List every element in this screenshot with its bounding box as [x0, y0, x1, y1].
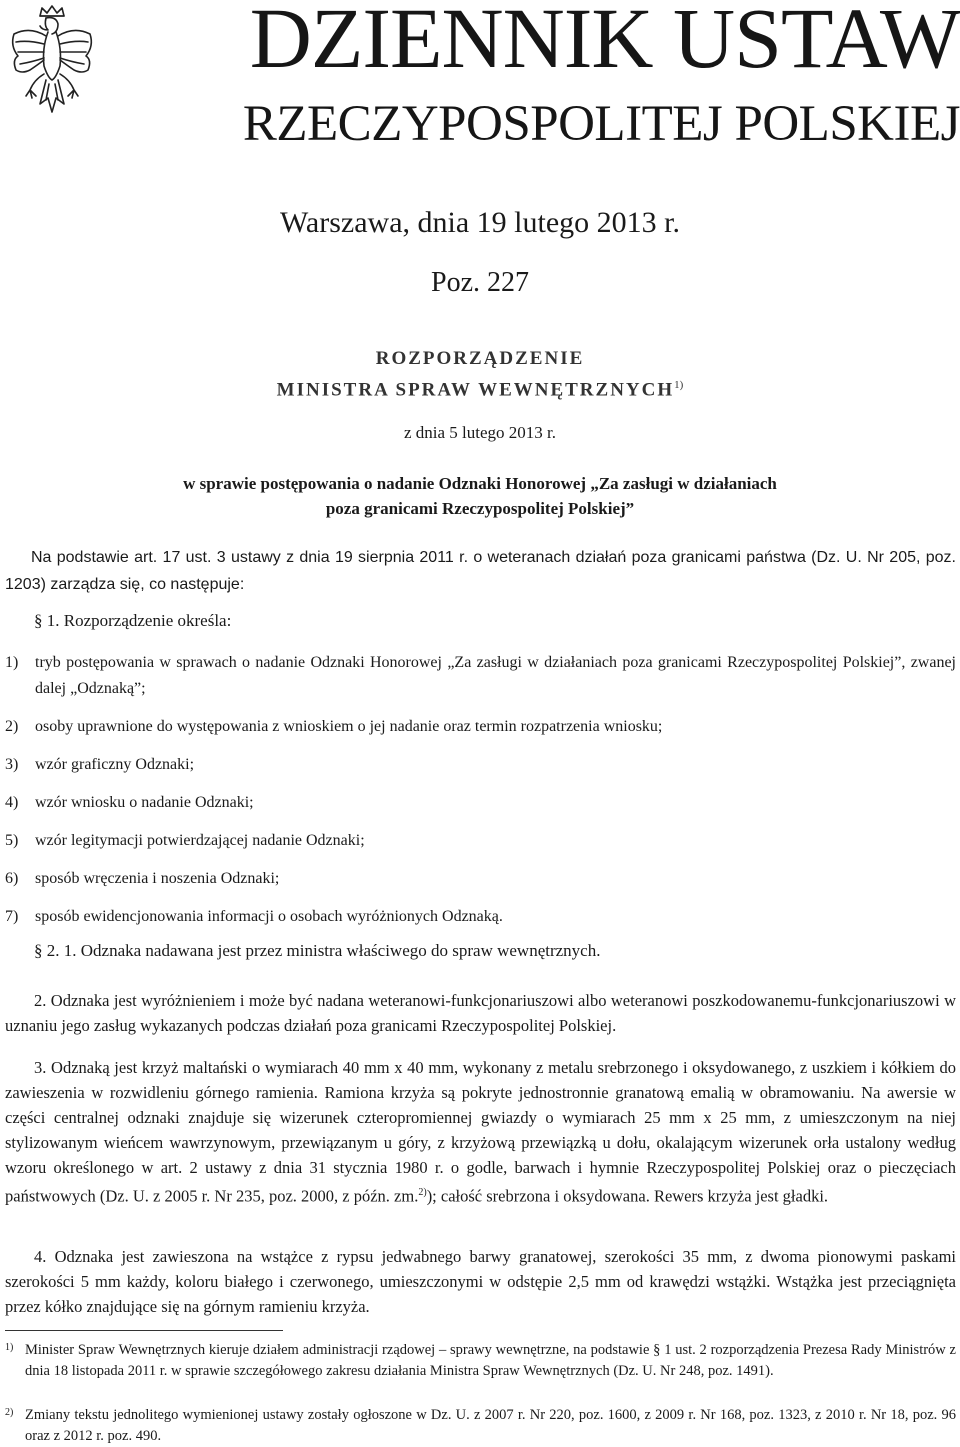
footnote-ref-1: 1) [674, 379, 684, 391]
list-item: 1) tryb postępowania w sprawach o nadanie Odznaki Honorowej „Za zasługi w działaniach poza granicami Rzeczypospolitej Polskiej”, zwanej dalej „Odznaką”; [5, 654, 956, 697]
eagle-emblem-icon [2, 4, 102, 124]
section-1-list [5, 650, 956, 942]
footnote-divider [5, 1330, 283, 1331]
section-1-heading: § 1. Rozporządzenie określa: [34, 611, 232, 630]
section-2-para-4: 4. Odznaka jest zawieszona na wstążce z rypsu jedwabnego barwy granatowej, szerokości 35 mm, z dwoma pionowymi paskami szerokości 5 mm każdy, koloru białego i czerwonego, umieszczonymi w odstępie 2,5 mm od krawędzi wstążki. Wstążka jest przeciągnięta przez kółko znajdujące się na górnym ramieniu krzyża. [5, 1247, 956, 1316]
list-item: 2) osoby uprawnione do występowania z wnioskiem o jej nadanie oraz termin rozpatrzenia wniosku; [5, 718, 663, 735]
act-issuer-text: MINISTRA SPRAW WEWNĘTRZNYCH [276, 379, 675, 401]
act-subject-line-2: poza granicami Rzeczypospolitej Polskiej” [325, 499, 635, 518]
section-2-para-2: 2. Odznaka jest wyróżnieniem i może być nadana weteranowi-funkcjonariuszowi albo weteranowi poszkodowanemu-funkcjonariuszowi w uznaniu jego zasług wykazanych podczas działań poza granicami Rzeczypospolitej Polskiej. [5, 991, 956, 1035]
footnote-ref-2: 2) [418, 1187, 427, 1198]
act-type: ROZPORZĄDZENIE [375, 348, 585, 369]
masthead-subtitle: RZECZYPOSPOLITEJ POLSKIEJ [242, 96, 960, 152]
act-subject-line-1: w sprawie postępowania o nadanie Odznaki Honorowej „Za zasługi w działaniach [183, 474, 777, 493]
act-date: z dnia 5 lutego 2013 r. [403, 423, 557, 442]
preamble: Na podstawie art. 17 ust. 3 ustawy z dnia 19 sierpnia 2011 r. o weteranach działań poza granicami państwa (Dz. U. Nr 205, poz. 1203) zarządza się, co następuje: [5, 549, 956, 593]
section-2-para-3: 3. Odznaką jest krzyż maltański o wymiarach 40 mm x 40 mm, wykonany z metalu srebrzonego i oksydowanego, z uszkiem i kółkiem do zawieszenia w rozwidleniu górnego ramienia. Ramiona krzyża są pokryte jednostronnie granatową emalią w obramowaniu. Na awersie w części centralnej odznaki znajduje się wizerunek czteropromiennej gwiazdy o wymiarach 25 mm x 25 mm, z umieszczonym na niej stylizowanym wieńcem wawrzynowym, przewiązanym u góry, z krzyżową przewiązką u dołu, okalającym wizerunek orła ustalony według wzoru określonego w art. 2 ustawy z dnia 31 stycznia 1980 r. o godle, barwach i hymnie Rzeczypospolitej Polskiej oraz o pieczęciach państwowych (Dz. U. z 2005 r. Nr 235, poz. 2000, z późn. zm.$^{2)}$); całość srebrzona i oksydowana. Rewers krzyża jest gładki. [5, 1058, 956, 1206]
list-item: 4) wzór wniosku o nadanie Odznaki; [5, 794, 254, 811]
list-item: 5) wzór legitymacji potwierdzającej nadanie Odznaki; [5, 832, 365, 849]
act-issuer [0, 379, 960, 401]
list-item: 6) sposób wręczenia i noszenia Odznaki; [5, 870, 280, 887]
footnote-2: 2) Zmiany tekstu jednolitego wymienionej ustawy zostały ogłoszone w Dz. U. z 2007 r. Nr 220, poz. 1600, z 2009 r. Nr 168, poz. 1323, z 2010 r. Nr 18, poz. 96 oraz z 2012 r. poz. 490. [5, 1407, 956, 1444]
masthead-title: DZIENNIK USTAW [249, 0, 960, 86]
footnote-1: 1) Minister Spraw Wewnętrznych kieruje działem administracji rządowej – sprawy wewnętrzne, na podstawie § 1 ust. 2 rozporządzenia Prezesa Rady Ministrów z dnia 18 listopada 2011 r. w sprawie szczegółowego zakresu działania Ministra Spraw Wewnętrznych (Dz. U. Nr 248, poz. 1491). [5, 1342, 956, 1379]
list-item: 3) wzór graficzny Odznaki; [5, 756, 195, 773]
list-item: 7) sposób ewidencjonowania informacji o osobach wyróżnionych Odznaką. [5, 908, 503, 925]
issue-position: Poz. 227 [431, 267, 529, 298]
section-2-para-1: § 2. 1. Odznaka nadawana jest przez ministra właściwego do spraw wewnętrznych. [34, 941, 601, 960]
issue-place-date: Warszawa, dnia 19 lutego 2013 r. [280, 206, 680, 239]
